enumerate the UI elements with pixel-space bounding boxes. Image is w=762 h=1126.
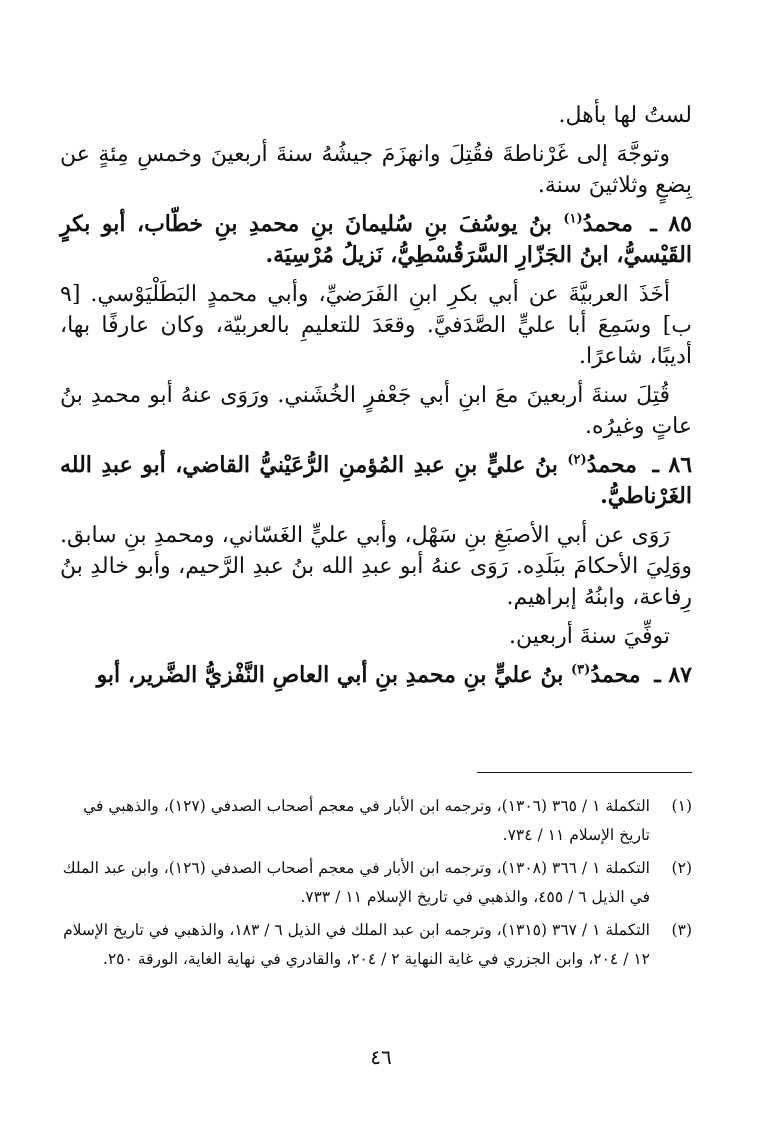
footnote-mark: (١) xyxy=(671,797,692,815)
paragraph-3: أخَذَ العربيَّةَ عن أبي بكرِ ابنِ الفَرَضيِّ، وأبي محمدٍ البَطَلْيَوْسي. [٩ ب] وسَمِعَ أبا عليٍّ الصَّدَفيَّ. وقعَدَ للتعليمِ بالعربيّة، وكان عارفًا بها، أديبًا، شاعرًا. xyxy=(60,282,692,369)
paragraph-6: توفِّيَ سنةَ أربعين. xyxy=(508,624,670,649)
footnote-mark: (٣) xyxy=(671,921,692,939)
footnote-3 xyxy=(60,916,692,974)
entry-number: ٨٥ ـ xyxy=(650,211,692,237)
entry-87 xyxy=(60,660,692,691)
entry-number: ٨٦ ـ xyxy=(652,452,693,478)
entry-86 xyxy=(60,450,692,512)
paragraph-4: قُتِلَ سنةَ أربعينَ معَ ابنِ أبي جَعْفرٍ الخُشَني. ورَوَى عنهُ أبو محمدِ بنُ عاتٍ وغيرُه. xyxy=(60,383,692,439)
footnote-text: التكملة ١ / ٣٦٦ (١٣٠٨)، وترجمه ابن الأبار في معجم أصحاب الصدفي (١٢٦)، وابن عبد الملك في الذيل ٦ / ٤٥٥، والذهبي في تاريخ الإسلام ١١ / ٧٣٣. xyxy=(62,859,650,906)
paragraph-5: رَوَى عن أبي الأصبَغِ بنِ سَهْل، وأبي عليٍّ الغَسّاني، ومحمدِ بنِ سابق. ووَلِيَ الأحكامَ ببَلَدِه. رَوَى عنهُ أبو عبدِ الله بنُ عبدِ الرَّحيم، وأبو خالدِ بنُ رِفاعة، وابنُهُ إبراهيم. xyxy=(60,523,692,610)
entry-name: محمدُ xyxy=(586,452,637,478)
paragraph-1: لستُ لها بأهل. xyxy=(558,103,692,128)
footnote-2 xyxy=(60,854,692,912)
footnote-1 xyxy=(60,792,692,850)
paragraph-2: وتوجَّهَ إلى غَرْناطةَ فقُتِلَ وانهزَمَ جيشُهُ سنةَ أربعينَ وخمسِ مِئةٍ عن بِضعٍ وثلاثينَ سنة. xyxy=(60,142,692,198)
footnote-divider xyxy=(477,772,692,773)
footnotes xyxy=(60,792,692,978)
page-number: ٤٦ xyxy=(370,1045,392,1069)
footnote-text: التكملة ١ / ٣٦٥ (١٣٠٦)، وترجمه ابن الأبار في معجم أصحاب الصدفي (١٢٧)، والذهبي في تاريخ الإسلام ١١ / ٧٣٤. xyxy=(83,797,650,844)
entry-name: محمدُ xyxy=(590,662,641,688)
footnote-ref: (٢) xyxy=(567,452,587,468)
footnote-ref: (٣) xyxy=(571,662,591,678)
entry-rest: بنُ عليٍّ بنِ عبدِ المُؤمنِ الرُّعَيْنيُّ القاضي، أبو عبدِ الله الغَرْناطيُّ. xyxy=(60,452,692,509)
entry-name: محمدُ xyxy=(582,211,633,237)
footnote-ref: (١) xyxy=(563,211,583,227)
footnote-text: التكملة ١ / ٣٦٧ (١٣١٥)، وترجمه ابن عبد الملك في الذيل ٦ / ١٨٣، والذهبي في تاريخ الإسلام ١٢ / ٢٠٤، وابن الجزري في غاية النهاية ٢ / ٢٠٤، والقادري في نهاية الغاية، الورقة ٢٥٠. xyxy=(63,921,650,968)
main-text xyxy=(60,100,692,699)
entry-rest: بنُ يوسُفَ بنِ سُليمانَ بنِ محمدِ بنِ خطّاب، أبو بكرٍ القَيْسيُّ، ابنُ الجَزّارِ السَّرَقُسْطِيُّ، نَزيلُ مُرْسِيَة. xyxy=(60,211,692,268)
footnote-mark: (٢) xyxy=(671,859,692,877)
entry-85 xyxy=(60,209,692,271)
entry-rest: بنُ عليٍّ بنِ محمدِ بنِ أبي العاصِ النَّفْزيُّ الضَّرير، أبو xyxy=(96,662,564,688)
entry-number: ٨٧ ـ xyxy=(654,662,692,688)
